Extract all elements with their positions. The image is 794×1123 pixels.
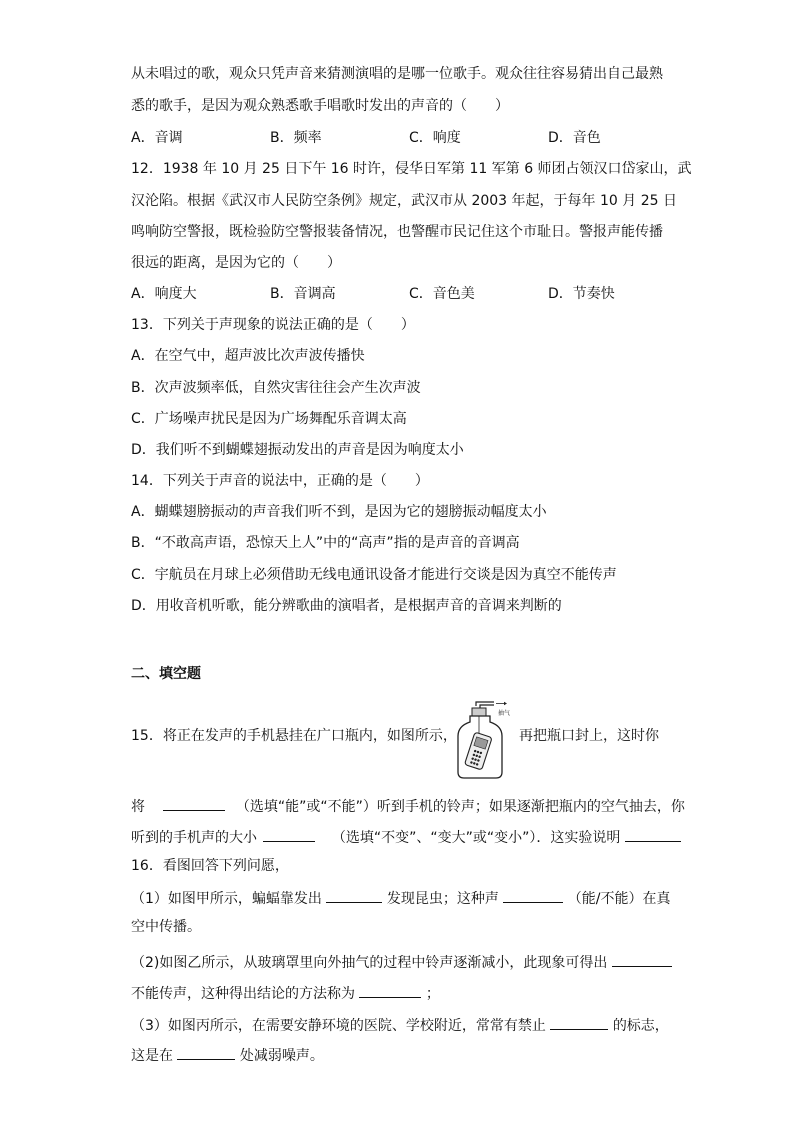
q16-part2-c: ； bbox=[425, 986, 440, 1002]
q11-option-a: A．音调 bbox=[131, 130, 183, 146]
q16-stem: 16．看图回答下列问愿， bbox=[131, 858, 289, 874]
q16-part3-a: （3）如图丙所示，在需要安静环境的医院、学校附近，常常有禁止 bbox=[131, 1018, 546, 1034]
q16-part3-d: 处减弱噪声。 bbox=[239, 1048, 324, 1064]
q13-option-d: D．我们听不到蝴蝶翅振动发出的声音是因为响度太小 bbox=[131, 442, 464, 458]
q12-option-b: B．音调高 bbox=[270, 286, 336, 302]
q16-blank-4 bbox=[359, 983, 421, 998]
q16-part2-a: （2)如图乙所示，从玻璃罩里向外抽气的过程中铃声逐渐减小，此现象可得出 bbox=[131, 955, 608, 971]
q16-blank-5 bbox=[550, 1015, 608, 1030]
q13-stem: 13．下列关于声现象的说法正确的是（ ） bbox=[131, 317, 415, 333]
q16-blank-6 bbox=[177, 1045, 235, 1060]
q16-part3-line2 bbox=[131, 1045, 324, 1066]
q12-line-1: 12．1938 年 10 月 25 日下午 16 时许，侵华日军第 11 军第 6 师团占领汉口岱家山，武 bbox=[131, 161, 692, 177]
bottle-phone-figure bbox=[452, 700, 514, 780]
q16-part3-line1 bbox=[131, 1015, 669, 1036]
q12-line-2: 汉沦陷。根据《武汉市人民防空条例》规定，武汉市从 2003 年起，于每年 10 月 25 日 bbox=[131, 193, 677, 209]
q15-line-1b: 再把瓶口封上，这时你 bbox=[519, 728, 659, 744]
pump-label: 抽气 bbox=[498, 710, 511, 717]
q15-line-3b: （选填“不变”、“变大”或“变小”）．这实验说明 bbox=[331, 830, 621, 846]
q13-option-b: B．次声波频率低，自然灾害往往会产生次声波 bbox=[131, 380, 421, 396]
q15-blank-2 bbox=[263, 827, 315, 842]
q11-option-b: B．频率 bbox=[270, 130, 322, 146]
q15-line-2b: （选填“能”或“不能”）听到手机的铃声；如果逐渐把瓶内的空气抽去，你 bbox=[235, 799, 685, 815]
q11-line-1: 从未唱过的歌，观众只凭声音来猜测演唱的是哪一位歌手。观众往往容易猜出自己最熟 bbox=[131, 66, 663, 82]
q13-option-a: A．在空气中，超声波比次声波传播快 bbox=[131, 348, 365, 364]
q16-part3-c: 这是在 bbox=[131, 1048, 173, 1064]
q12-option-a: A．响度大 bbox=[131, 286, 197, 302]
q15-blank-3 bbox=[625, 827, 681, 842]
q16-blank-2 bbox=[503, 888, 563, 903]
q11-option-d: D．音色 bbox=[548, 130, 601, 146]
section-heading-fill-in: 二、填空题 bbox=[131, 666, 201, 682]
q14-option-a: A．蝴蝶翅膀振动的声音我们听不到，是因为它的翅膀振动幅度太小 bbox=[131, 504, 547, 520]
q16-blank-3 bbox=[612, 952, 672, 967]
q14-option-c: C．宇航员在月球上必须借助无线电通讯设备才能进行交谈是因为真空不能传声 bbox=[131, 567, 617, 583]
q16-part2-b: 不能传声，这种得出结论的方法称为 bbox=[131, 986, 355, 1002]
q11-option-c: C．响度 bbox=[409, 130, 461, 146]
q16-part3-b: 的标志， bbox=[612, 1018, 669, 1034]
q15-line-2a: 将 bbox=[131, 799, 145, 815]
q15-line-2 bbox=[131, 796, 685, 817]
q12-option-d: D．节奏快 bbox=[548, 286, 615, 302]
q15-blank-1 bbox=[163, 796, 225, 811]
q15-line-3 bbox=[131, 827, 681, 848]
q13-option-c: C．广场噪声扰民是因为广场舞配乐音调太高 bbox=[131, 411, 407, 427]
q16-part1-a: （1）如图甲所示，蝙蝠靠发出 bbox=[131, 891, 322, 907]
q15-line-3a: 听到的手机声的大小 bbox=[131, 830, 257, 846]
q12-option-c: C．音色美 bbox=[409, 286, 475, 302]
q16-part1-b: 发现昆虫；这种声 bbox=[386, 891, 499, 907]
q16-part2-line2 bbox=[131, 983, 440, 1004]
q15-line-1a: 15．将正在发声的手机悬挂在广口瓶内，如图所示， bbox=[131, 728, 457, 744]
q16-part1 bbox=[131, 888, 670, 909]
q14-stem: 14．下列关于声音的说法中，正确的是（ ） bbox=[131, 473, 429, 489]
q12-line-4: 很远的距离，是因为它的（ ） bbox=[131, 255, 341, 271]
q14-option-b: B．“不敢高声语，恐惊天上人”中的“高声”指的是声音的音调高 bbox=[131, 535, 520, 551]
q16-part1-c: （能/不能）在真 bbox=[567, 891, 671, 907]
q16-blank-1 bbox=[326, 888, 382, 903]
q16-part1-d: 空中传播。 bbox=[131, 919, 201, 935]
q11-line-2: 悉的歌手，是因为观众熟悉歌手唱歌时发出的声音的（ ） bbox=[131, 98, 509, 114]
jar-with-phone-icon bbox=[452, 700, 514, 780]
q12-line-3: 鸣响防空警报，既检验防空警报装备情况，也警醒市民记住这个市耻日。警报声能传播 bbox=[131, 224, 663, 240]
q16-part2-line1 bbox=[131, 952, 672, 973]
q14-option-d: D．用收音机听歌，能分辨歌曲的演唱者，是根据声音的音调来判断的 bbox=[131, 598, 562, 614]
